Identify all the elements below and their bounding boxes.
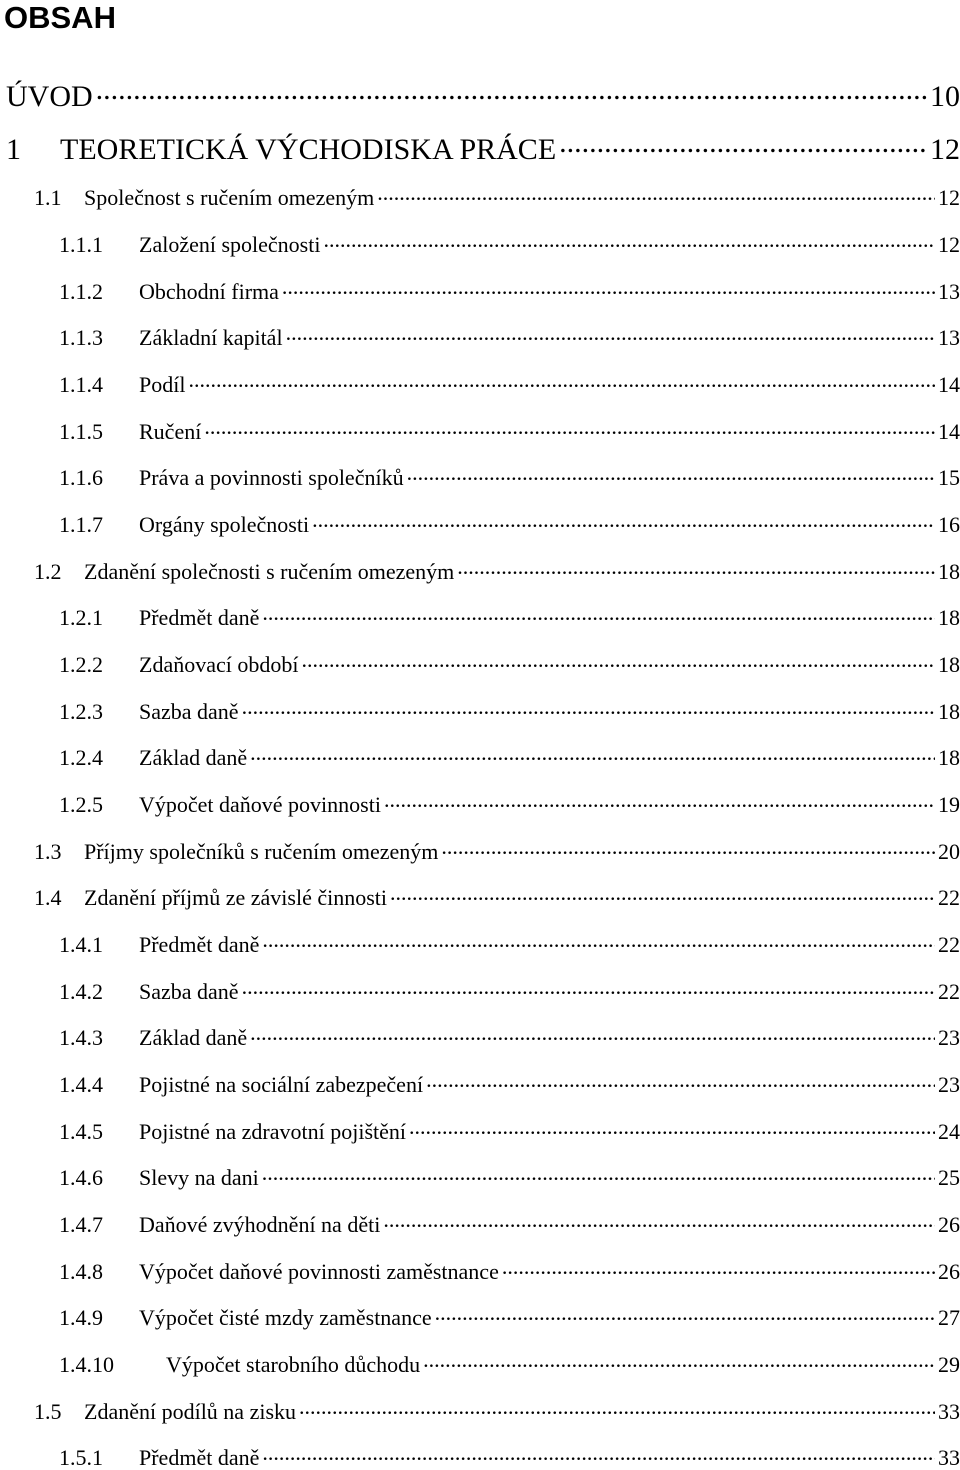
toc-entry-text: Výpočet čisté mzdy zaměstnance (139, 1305, 432, 1330)
toc-dot-leader (262, 1443, 935, 1465)
toc-entry-number: 1.4.9 (59, 1305, 103, 1330)
toc-entry-number: 1.2.5 (59, 792, 103, 817)
toc-entry-1-3[interactable] (34, 837, 960, 863)
toc-entry-1[interactable] (6, 129, 960, 165)
toc-entry-text: Zdanění příjmů ze závislé činnosti (84, 885, 388, 910)
toc-entry-number: 1.1.5 (59, 419, 103, 444)
toc-entry-number: 1.1 (34, 185, 62, 210)
toc-dot-leader (407, 463, 935, 485)
toc-dot-leader (312, 510, 935, 532)
toc-entry-1-1-6[interactable] (59, 463, 960, 489)
toc-entry-1-2-5[interactable] (59, 790, 960, 816)
toc-page-number: 14 (938, 372, 960, 397)
toc-dot-leader (435, 1303, 935, 1325)
toc-page-number: 10 (930, 80, 960, 113)
toc-entry-1-2-3[interactable] (59, 697, 960, 723)
toc-entry-number: 1.4.7 (59, 1212, 103, 1237)
toc-entry-text: Společnost s ručením omezeným (84, 185, 375, 210)
page-title: OBSAH (4, 0, 116, 35)
toc-page-number: 12 (930, 133, 960, 166)
toc-entry-text: Sazba daně (139, 979, 239, 1004)
toc-page-number: 16 (938, 512, 960, 537)
toc-entry-1-4-6[interactable] (59, 1163, 960, 1189)
toc-page-number: 23 (938, 1025, 960, 1050)
toc-entry-text: Pojistné na sociální zabezpečení (139, 1072, 424, 1097)
toc-dot-leader (96, 76, 927, 106)
toc-entry-text: Výpočet daňové povinnosti (139, 792, 381, 817)
toc-page-number: 24 (938, 1119, 960, 1144)
toc-entry-1-4[interactable] (34, 883, 960, 909)
toc-entry-text: Ručení (139, 419, 202, 444)
toc-entry-number: 1.1.4 (59, 372, 103, 397)
toc-page-number: 18 (938, 559, 960, 584)
toc-entry-1-1-1[interactable] (59, 230, 960, 256)
toc-dot-leader (250, 1023, 935, 1045)
toc-entry-number: 1.4.2 (59, 979, 103, 1004)
toc-page-number: 22 (938, 885, 960, 910)
toc-dot-leader (262, 930, 935, 952)
toc-entry-text: Orgány společnosti (139, 512, 310, 537)
toc-entry-1-5[interactable] (34, 1397, 960, 1423)
toc-page-number: 33 (938, 1445, 960, 1470)
toc-entry-text: Příjmy společníků s ručením omezeným (84, 839, 439, 864)
toc-entry-1-4-7[interactable] (59, 1210, 960, 1236)
toc-dot-leader (384, 790, 935, 812)
toc-dot-leader (188, 370, 935, 392)
toc-entry-text: Založení společnosti (139, 232, 321, 257)
toc-entry-1-1[interactable] (34, 183, 960, 209)
toc-entry-number: 1.1.2 (59, 279, 103, 304)
toc-page-number: 26 (938, 1259, 960, 1284)
toc-entry-number: 1.4.3 (59, 1025, 103, 1050)
toc-page-number: 15 (938, 465, 960, 490)
toc-page-number: 12 (938, 185, 960, 210)
toc-entry-number: 1.2.3 (59, 699, 103, 724)
toc-dot-leader (390, 883, 935, 905)
toc-dot-leader (250, 743, 935, 765)
toc-entry-text: Předmět daně (139, 932, 260, 957)
toc-page-number: 19 (938, 792, 960, 817)
toc-entry-text: Výpočet daňové povinnosti zaměstnance (139, 1259, 499, 1284)
toc-dot-leader (559, 129, 927, 159)
toc-entry-number: 1.1.7 (59, 512, 103, 537)
toc-entry-text: Slevy na dani (139, 1165, 259, 1190)
toc-entry-number: 1.4.4 (59, 1072, 103, 1097)
toc-dot-leader (409, 1117, 935, 1139)
toc-entry-text: Předmět daně (139, 605, 260, 630)
toc-entry-text: Obchodní firma (139, 279, 279, 304)
toc-entry-number: 1.5.1 (59, 1445, 103, 1470)
toc-entry-1-4-8[interactable] (59, 1257, 960, 1283)
toc-entry-1-4-5[interactable] (59, 1117, 960, 1143)
toc-entry-text: Základ daně (139, 745, 248, 770)
toc-entry-number: 1.4.8 (59, 1259, 103, 1284)
toc-page-number: 27 (938, 1305, 960, 1330)
toc-entry-text: Předmět daně (139, 1445, 260, 1470)
toc-page-number: 26 (938, 1212, 960, 1237)
toc-entry-text: Daňové zvýhodnění na děti (139, 1212, 381, 1237)
toc-page-number: 12 (938, 232, 960, 257)
toc-entry-text: Pojistné na zdravotní pojištění (139, 1119, 407, 1144)
toc-entry-number: 1.4.1 (59, 932, 103, 957)
toc-dot-leader (441, 837, 935, 859)
toc-entry-1-4-3[interactable] (59, 1023, 960, 1049)
toc-page-number: 29 (938, 1352, 960, 1377)
toc-entry-1-2[interactable] (34, 557, 960, 583)
toc-entry-number: 1.5 (34, 1399, 62, 1424)
toc-entry-number: 1.3 (34, 839, 62, 864)
toc-entry-text: TEORETICKÁ VÝCHODISKA PRÁCE (60, 133, 557, 166)
toc-page-number: 18 (938, 699, 960, 724)
toc-entry-number: 1.1.6 (59, 465, 103, 490)
toc-page-number: 13 (938, 279, 960, 304)
toc-entry-1-1-5[interactable] (59, 417, 960, 443)
toc-dot-leader (262, 1163, 935, 1185)
toc-entry-text: Výpočet starobního důchodu (166, 1352, 421, 1377)
toc-entry-text: Zdaňovací období (139, 652, 299, 677)
toc-dot-leader (423, 1350, 935, 1372)
toc-entry-1-4-9[interactable] (59, 1303, 960, 1329)
toc-entry-number: 1.2.4 (59, 745, 103, 770)
toc-page-number: 18 (938, 605, 960, 630)
toc-dot-leader (426, 1070, 935, 1092)
toc-page-number: 20 (938, 839, 960, 864)
toc-dot-leader (204, 417, 935, 439)
toc-page-number: 33 (938, 1399, 960, 1424)
toc-entry-uvod[interactable] (6, 76, 960, 112)
toc-entry-text: Základní kapitál (139, 325, 283, 350)
toc-dot-leader (242, 697, 935, 719)
toc-entry-1-4-10[interactable] (59, 1350, 960, 1376)
toc-dot-leader (383, 1210, 935, 1232)
toc-entry-number: 1.2 (34, 559, 62, 584)
toc-entry-1-4-2[interactable] (59, 977, 960, 1003)
toc-entry-number: 1.1.3 (59, 325, 103, 350)
toc-dot-leader (282, 277, 935, 299)
toc-page-number: 25 (938, 1165, 960, 1190)
toc-dot-leader (377, 183, 935, 205)
toc-entry-text: Práva a povinnosti společníků (139, 465, 404, 490)
toc-page-number: 14 (938, 419, 960, 444)
toc-entry-1-1-3[interactable] (59, 323, 960, 349)
toc-entry-text: Základ daně (139, 1025, 248, 1050)
toc-dot-leader (262, 603, 935, 625)
toc-page-number: 23 (938, 1072, 960, 1097)
toc-entry-number: 1.2.2 (59, 652, 103, 677)
toc-entry-text: Podíl (139, 372, 186, 397)
toc-entry-text: ÚVOD (6, 80, 93, 113)
toc-entry-1-1-4[interactable] (59, 370, 960, 396)
toc-entry-1-2-1[interactable] (59, 603, 960, 629)
toc-entry-text: Zdanění podílů na zisku (84, 1399, 297, 1424)
toc-entry-number: 1.4.5 (59, 1119, 103, 1144)
toc-page-number: 13 (938, 325, 960, 350)
toc-entry-text: Sazba daně (139, 699, 239, 724)
toc-entry-1-2-4[interactable] (59, 743, 960, 769)
toc-page-number: 22 (938, 932, 960, 957)
toc-entry-number: 1.4.6 (59, 1165, 103, 1190)
toc-page-number: 18 (938, 745, 960, 770)
toc-dot-leader (242, 977, 935, 999)
toc-entry-text: Zdanění společnosti s ručením omezeným (84, 559, 455, 584)
toc-dot-leader (457, 557, 935, 579)
toc-dot-leader (286, 323, 935, 345)
toc-entry-1-5-1[interactable] (59, 1443, 960, 1469)
toc-page-number: 22 (938, 979, 960, 1004)
toc-page-number: 18 (938, 652, 960, 677)
toc-dot-leader (299, 1397, 935, 1419)
toc-dot-leader (502, 1257, 935, 1279)
toc-entry-1-4-4[interactable] (59, 1070, 960, 1096)
toc-entry-number: 1 (6, 133, 21, 166)
toc-entry-1-1-7[interactable] (59, 510, 960, 536)
toc-dot-leader (323, 230, 935, 252)
toc-entry-number: 1.1.1 (59, 232, 103, 257)
toc-entry-1-4-1[interactable] (59, 930, 960, 956)
toc-entry-number: 1.4 (34, 885, 62, 910)
toc-dot-leader (301, 650, 935, 672)
toc-entry-1-1-2[interactable] (59, 277, 960, 303)
toc-entry-number: 1.4.10 (59, 1352, 114, 1377)
toc-entry-number: 1.2.1 (59, 605, 103, 630)
toc-entry-1-2-2[interactable] (59, 650, 960, 676)
